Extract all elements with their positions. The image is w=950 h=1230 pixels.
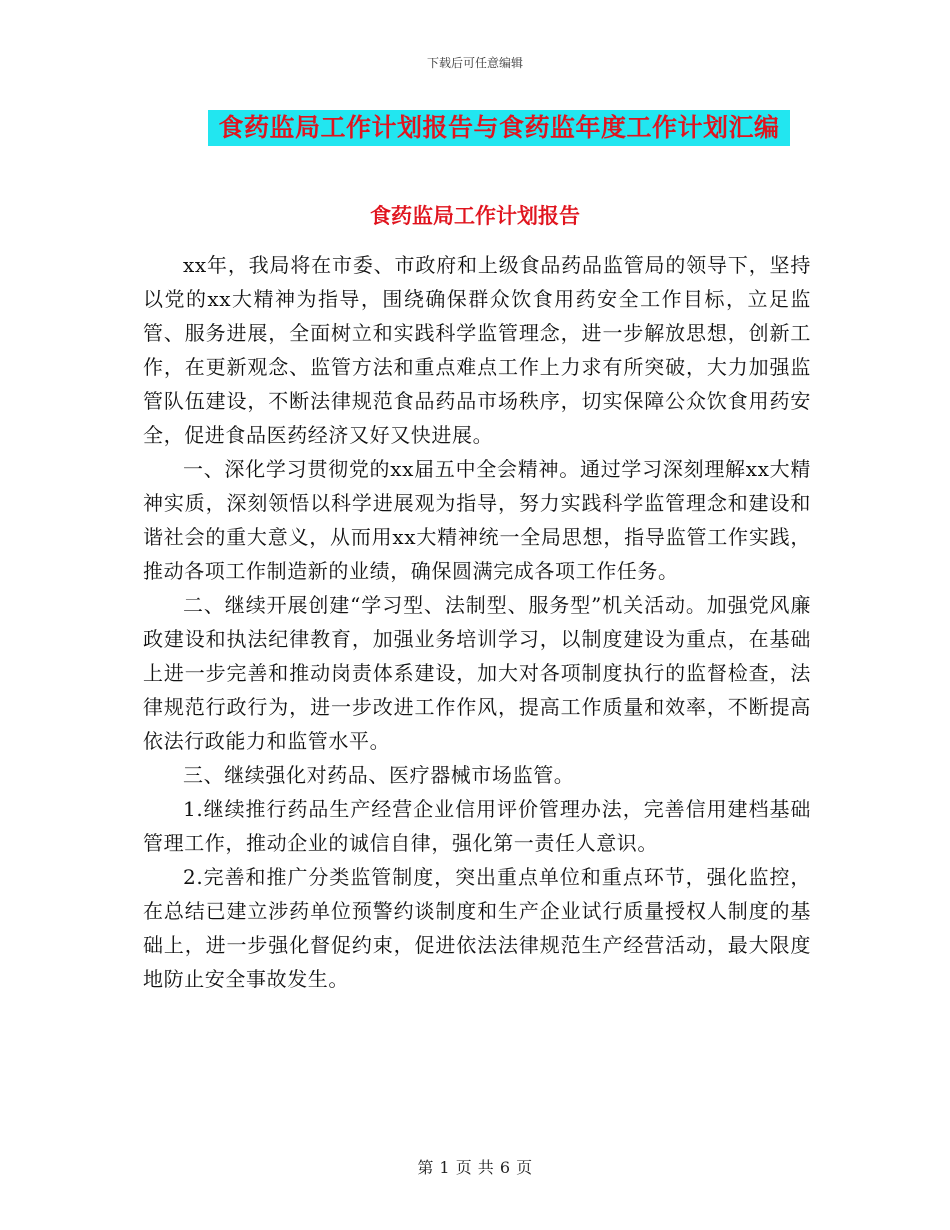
- page-number: 第 1 页 共 6 页: [417, 1158, 533, 1177]
- paragraph-section-1: 一、深化学习贯彻党的xx届五中全会精神。通过学习深刻理解xx大精神实质，深刻领悟以科学进展观为指导，努力实践科学监管理念和建设和谐社会的重大意义，从而用xx大精神统一全局思想，指导监管工作实践，推动各项工作制造新的业绩，确保圆满完成各项工作任务。: [143, 457, 811, 583]
- paragraph-section-3: 三、继续强化对药品、医疗器械市场监管。: [183, 763, 575, 787]
- main-title: 食药监局工作计划报告与食药监年度工作计划汇编: [218, 113, 780, 142]
- paragraph-intro: xx年，我局将在市委、市政府和上级食品药品监管局的领导下，坚持以党的xx大精神为指导，围绕确保群众饮食用药安全工作目标，立足监管、服务进展，全面树立和实践科学监管理念，进一步解放思想，创新工作，在更新观念、监管方法和重点难点工作上力求有所突破，大力加强监管队伍建设，不断法律规范食品药品市场秩序，切实保障公众饮食用药安全，促进食品医药经济又好又快进展。: [143, 253, 811, 447]
- header-note: 下载后可任意编辑: [426, 56, 523, 70]
- sub-title: 食药监局工作计划报告: [370, 203, 580, 228]
- paragraph-item-1: 1.继续推行药品生产经营企业信用评价管理办法，完善信用建档基础管理工作，推动企业的诚信自律，强化第一责任人意识。: [143, 797, 811, 855]
- paragraph-section-2: 二、继续开展创建“学习型、法制型、服务型”机关活动。加强党风廉政建设和执法纪律教育，加强业务培训学习，以制度建设为重点，在基础上进一步完善和推动岗责体系建设，加大对各项制度执行的监督检查，法律规范行政行为，进一步改进工作作风，提高工作质量和效率，不断提高依法行政能力和监管水平。: [143, 593, 811, 753]
- document-body: [143, 248, 811, 996]
- paragraph-item-2: 2.完善和推广分类监管制度，突出重点单位和重点环节，强化监控，在总结已建立涉药单位预警约谈制度和生产企业试行质量授权人制度的基础上，进一步强化督促约束，促进依法法律规范生产经营活动，最大限度地防止安全事故发生。: [143, 865, 811, 991]
- main-title-highlight: [208, 110, 790, 146]
